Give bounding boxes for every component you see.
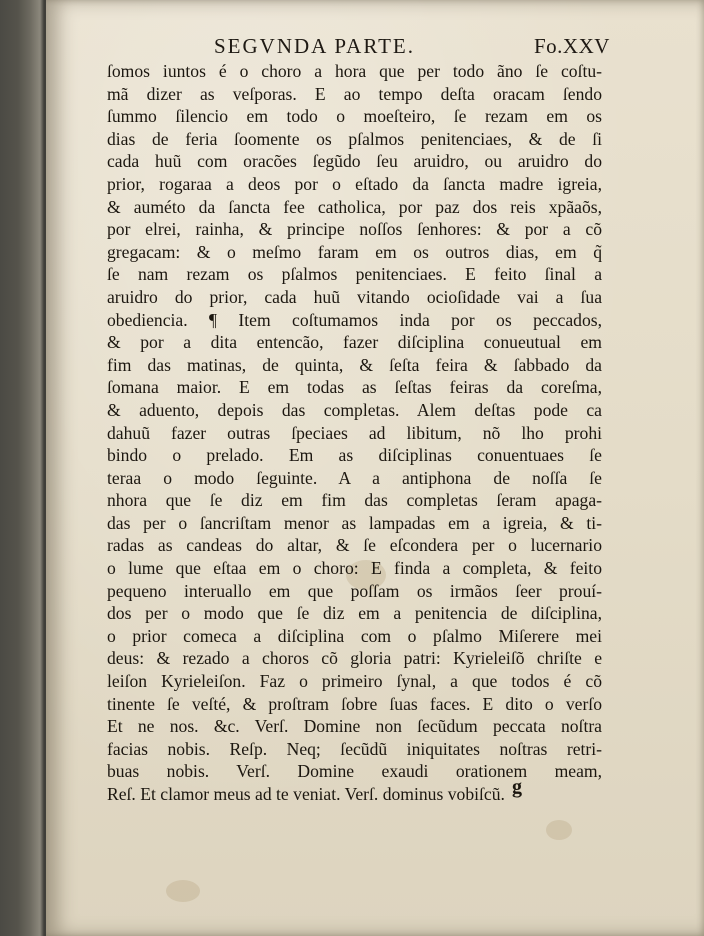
text-line: teraa o modo ſeguinte. A a antiphona de noſſa ſe <box>107 467 602 488</box>
signature-mark: g <box>512 776 522 798</box>
text-line: & por a dita entencão, fazer diſciplina conueutual em <box>107 332 602 353</box>
text-line: bindo o prelado. Em as diſciplinas conuentuaes ſe <box>107 445 602 466</box>
text-line: o lume que eſtaa em o choro: E finda a completa, & feito <box>107 558 602 579</box>
text-line: obediencia. ¶ Item coſtumamos inda por os peccados, <box>107 309 602 330</box>
text-line: tinente ſe veſté, & proſtram ſobre ſuas faces. E dito o verſo <box>107 693 602 714</box>
running-title: SEGVNDA PARTE. <box>214 34 415 58</box>
text-line: dos per o modo que ſe diz em a penitencia de diſciplina, <box>107 603 602 624</box>
text-line: mã dizer as veſporas. E ao tempo deſta oracam ſendo <box>107 83 602 104</box>
text-line: leiſon Kyrieleiſon. Faz o primeiro ſynal, a que todos é cõ <box>107 671 602 692</box>
body-text <box>107 60 602 806</box>
text-line: radas as candeas do altar, & ſe eſcondera per o lucernario <box>107 535 602 556</box>
text-line: deus: & rezado a choros cõ gloria patri: Kyrieleiſõ chriſte e <box>107 648 602 669</box>
text-line: dahuũ fazer outras ſpeciaes ad libitum, nõ lho prohi <box>107 422 602 443</box>
text-line: cada huũ com oracões ſegũdo ſeu aruidro, ou aruidro do <box>107 151 602 172</box>
text-line: Reſ. Et clamor meus ad te veniat. Verſ. dominus vobiſcũ. <box>107 784 505 804</box>
text-line: prior, rogaraa a deos por o eſtado da ſancta madre igreia, <box>107 173 602 194</box>
paper-stain <box>166 880 200 902</box>
text-line: ſomana maior. E em todas as ſeſtas feiras da coreſma, <box>107 377 602 398</box>
text-line: ſe nam rezam os pſalmos penitenciaes. E feito ſinal a <box>107 264 602 285</box>
text-line: gregacam: & o meſmo faram em os outros dias, em q̃ <box>107 241 602 262</box>
text-line: ſummo ſilencio em todo o moeſteiro, ſe rezam em os <box>107 106 602 127</box>
text-line: facias nobis. Reſp. Neq; ſecũdũ iniquitates noſtras retri- <box>107 738 602 759</box>
text-line: Et ne nos. &c. Verſ. Domine non ſecũdum peccata noſtra <box>107 716 602 737</box>
text-line: fim das matinas, de quinta, & ſeſta feira & ſabbado da <box>107 354 602 375</box>
paper-stain <box>546 820 572 840</box>
text-line: pequeno interuallo em que poſſam os irmãos ſeer prouí- <box>107 580 602 601</box>
book-page <box>46 0 704 936</box>
text-line: nhora que ſe diz em fim das completas ſeram apaga- <box>107 490 602 511</box>
text-line: o prior comeca a diſciplina com o pſalmo Miſerere mei <box>107 625 602 646</box>
folio-number: Fo.XXV <box>534 34 610 58</box>
text-line: dias de feria ſoomente os pſalmos penitenciaes, & de ſi <box>107 128 602 149</box>
text-line: das per o ſancriſtam menor as lampadas em a igreia, & ti- <box>107 512 602 533</box>
page-header <box>214 34 614 59</box>
text-line: ſomos iuntos é o choro a hora que per todo ãno ſe coſtu- <box>107 61 602 81</box>
text-line: buas nobis. Verſ. Domine exaudi orationem meam, <box>107 761 602 782</box>
text-line: & auméto da ſancta fee catholica, por paz dos reis xpãaõs, <box>107 196 602 217</box>
text-line: por elrei, rainha, & principe noſſos ſenhores: & por a cõ <box>107 219 602 240</box>
text-line: & aduento, depois das completas. Alem deſtas pode ca <box>107 399 602 420</box>
text-line: aruidro do prior, cada huũ vitando ocioſidade vai a ſua <box>107 286 602 307</box>
